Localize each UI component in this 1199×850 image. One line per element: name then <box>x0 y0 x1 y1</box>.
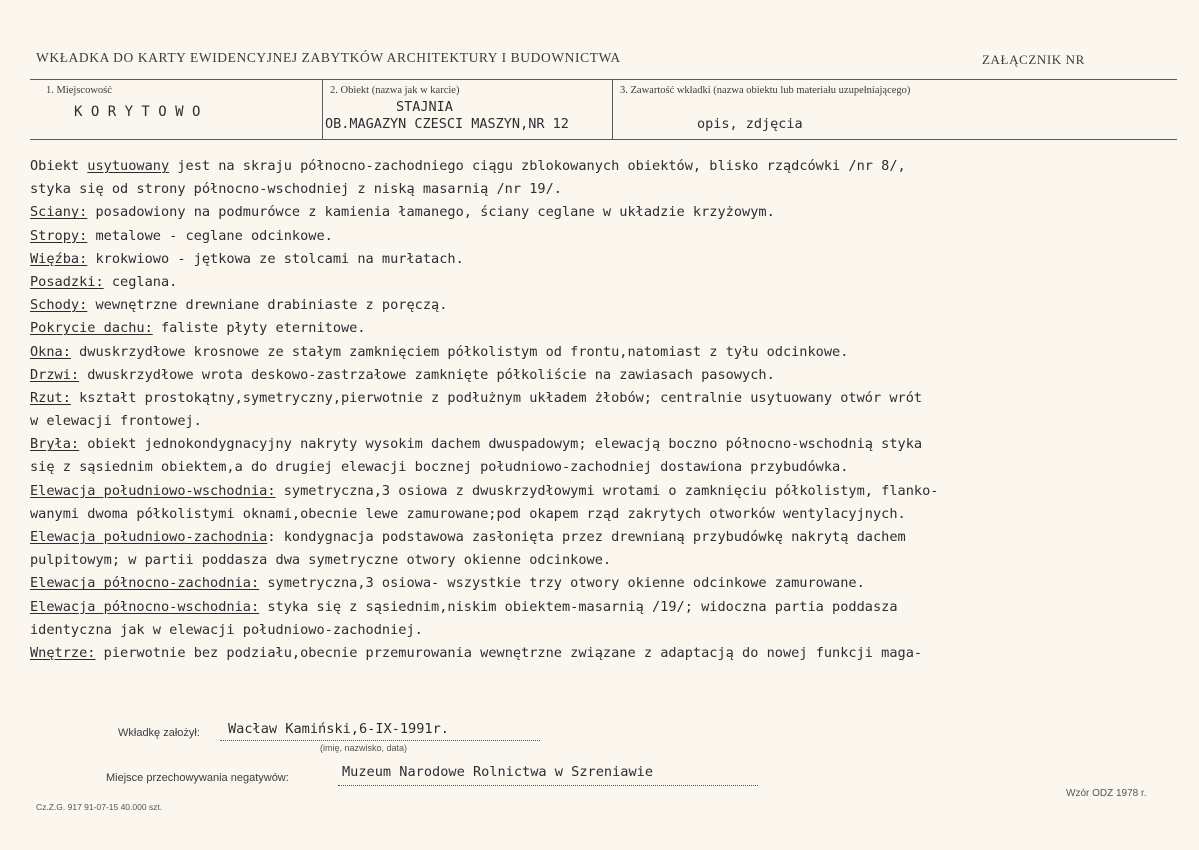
description-line: Elewacja południowo-zachodnia: kondygnacja podstawowa zasłonięta przez drewnianą przybudówkę nakrytą dachem <box>30 529 906 545</box>
form-info: Wzór ODZ 1978 r. <box>1066 788 1147 799</box>
description-line: Wnętrze: pierwotnie bez podziału,obecnie przemurowania wewnętrzne związane z adaptacją do nowej funkcji maga- <box>30 644 923 661</box>
attachment-number: ZAŁĄCZNIK NR <box>982 52 1085 67</box>
storage-value: Muzeum Narodowe Rolnictwa w Szreniawie <box>342 764 653 780</box>
description-line: Okna: dwuskrzydłowe krosnowe ze stałym zamknięciem półkolistym od frontu,natomiast z tyłu odcinkowe. <box>30 343 849 360</box>
author-dotted-line <box>220 740 540 741</box>
card-title: WKŁADKA DO KARTY EWIDENCYJNEJ ZABYTKÓW ARCHITEKTURY I BUDOWNICTWA <box>36 50 621 65</box>
author-value: Wacław Kamiński,6-IX-1991r. <box>228 721 449 737</box>
header-fields-rule <box>30 139 1177 140</box>
print-info: Cz.Z.G. 917 91-07-15 40.000 szt. <box>36 802 163 812</box>
description-line: Obiekt usytuowany jest na skraju północno-zachodniego ciągu zblokowanych obiektów, blisko rządcówki /nr 8/, <box>30 158 906 174</box>
contents-label: 3. Zawartość wkładki (nazwa obiektu lub materiału uzupełniającego) <box>620 85 911 96</box>
object-label: 2. Obiekt (nazwa jak w karcie) <box>330 85 460 96</box>
description-line: Elewacja południowo-wschodnia: symetryczna,3 osiowa z dwuskrzydłowymi wrotami o zamknięciu półkolistym, flanko- <box>30 482 939 499</box>
storage-label: Miejsce przechowywania negatywów: <box>106 772 289 784</box>
field-divider-1 <box>322 80 323 139</box>
description-line: Rzut: kształt prostokątny,symetryczny,pierwotnie z podłużnym układem żłobów; centralnie usytuowany otwór wrót <box>30 389 923 406</box>
description-line: Stropy: metalowe - ceglane odcinkowe. <box>30 227 333 244</box>
field-divider-2 <box>612 80 613 139</box>
contents-value: opis, zdjęcia <box>697 116 803 132</box>
description-line: Pokrycie dachu: faliste płyty eternitowe. <box>30 320 366 337</box>
storage-dotted-line <box>338 785 758 786</box>
description-line: pulpitowym; w partii poddasza dwa symetryczne otwory okienne odcinkowe. <box>30 552 612 569</box>
description-text <box>30 155 1180 665</box>
description-line: się z sąsiednim obiektem,a do drugiej elewacji bocznej południowo-zachodniej dostawiona przybudówka. <box>30 459 849 476</box>
locality-label: 1. Miejscowość <box>46 85 112 96</box>
description-line: Bryła: obiekt jednokondygnacyjny nakryty wysokim dachem dwuspadowym; elewacją boczno północno-wschodnią styka <box>30 436 923 453</box>
locality-value: K O R Y T O W O <box>74 104 201 120</box>
description-line: Sciany: posadowiony na podmurówce z kamienia łamanego, ściany ceglane w układzie krzyżowym. <box>30 204 775 221</box>
description-line: wanymi dwoma półkolistymi oknami,obecnie lewe zamurowane;pod okapem rząd zakrytych otworków wentylacyjnych. <box>30 505 906 522</box>
description-line: w elewacji frontowej. <box>30 413 202 430</box>
description-line: Elewacja północno-wschodnia: styka się z sąsiednim,niskim obiektem-masarnią /19/; widoczna partia poddasza <box>30 598 898 615</box>
author-label: Wkładkę założył: <box>118 727 200 739</box>
description-line: identyczna jak w elewacji południowo-zachodniej. <box>30 621 423 638</box>
description-line: Posadzki: ceglana. <box>30 273 178 290</box>
description-line: Schody: wewnętrzne drewniane drabiniaste z poręczą. <box>30 297 448 314</box>
object-value-line-2: OB.MAGAZYN CZESCI MASZYN,NR 12 <box>325 116 569 132</box>
description-line: Więźba: krokwiowo - jętkowa ze stolcami na murłatach. <box>30 250 464 267</box>
description-line: Elewacja północno-zachodnia: symetryczna,3 osiowa- wszystkie trzy otwory okienne odcinkowe zamurowane. <box>30 575 865 592</box>
description-line: styka się od strony północno-wschodniej z niską masarnią /nr 19/. <box>30 181 562 198</box>
description-line: Drzwi: dwuskrzydłowe wrota deskowo-zastrzałowe zamknięte półkoliście na zawiasach pasowych. <box>30 366 775 383</box>
author-hint: (imię, nazwisko, data) <box>320 743 408 753</box>
top-rule <box>30 79 1177 80</box>
object-value-line-1: STAJNIA <box>396 99 453 115</box>
